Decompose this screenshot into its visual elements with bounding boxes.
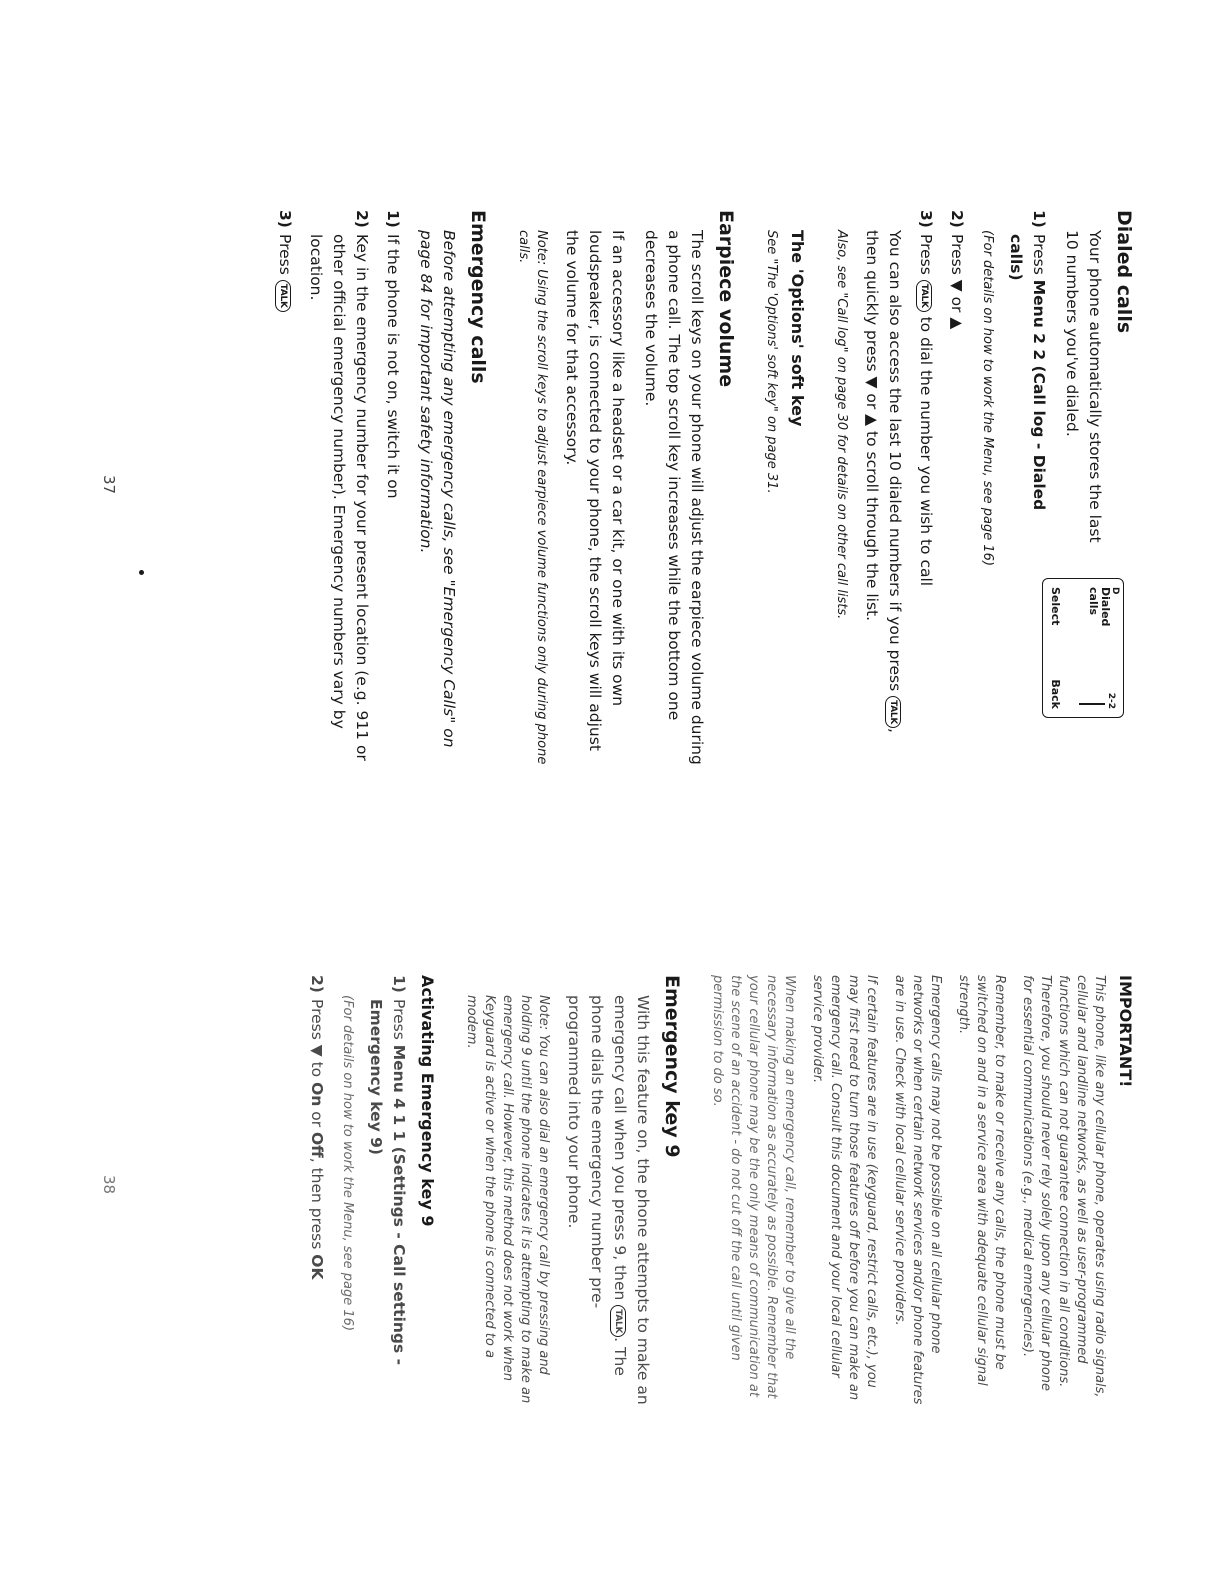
activating-menu-note: (For details on how to work the Menu, see page 16) <box>340 995 355 1332</box>
dialed-calls-icon: D <box>1110 587 1120 595</box>
dialed-intro: Your phone automatically stores the last 10 numbers you've dialed. <box>1063 230 1104 543</box>
activating-heading: Activating Emergency key 9 <box>418 975 437 1227</box>
page-37 <box>0 210 1224 770</box>
scrollbar-icon <box>1079 703 1105 705</box>
emergency-step-3: 3) Press TALK <box>273 210 296 770</box>
emergency-before: Before attempting any emergency calls, see "Emergency Calls" on page 84 for important safety information. <box>417 230 458 748</box>
screen-badge: 2-2 <box>1106 692 1116 709</box>
earpiece-heading: Earpiece volume <box>715 210 737 388</box>
important-p2: Remember, to make or receive any calls, the phone must be switched on and in a service area with adequate cellular signal strength. <box>956 975 1007 1386</box>
screen-right-softkey: Back <box>1049 679 1062 709</box>
options-text: See "The 'Options' soft key" on page 31. <box>764 230 779 494</box>
options-heading: The 'Options' soft key <box>788 230 807 427</box>
talk-key-icon: TALK <box>916 280 932 312</box>
earpiece-p1: The scroll keys on your phone will adjust the earpiece volume during a phone call. The top scroll key increases while the bottom one decreases the volume. <box>642 230 706 765</box>
screen-title: Dialed calls <box>1087 587 1112 627</box>
dialed-step-2: 2) Press ▼ or ▲ <box>948 210 966 330</box>
dialed-also-see: Also, see "Call log" on page 30 for details on other call lists. <box>834 230 849 620</box>
activating-step-1: 1) Press Menu 4 1 1 (Settings - Call settings - Emergency key 9) <box>367 975 408 1366</box>
important-p1: This phone, like any cellular phone, operates using radio signals, cellular and landline networks, as well as user-programmed functions which can not guarantee connection in all conditions. Therefore, you should never rely solely upon any cellular phone for essential communications (e.g., medical emergencies). <box>1020 975 1107 1398</box>
important-p4: If certain features are in use (keyguard, restrict calls, etc.), you may first need to turn those features off before you can make an emergency call. Consult this document and your local cellular service provider. <box>810 975 879 1401</box>
bullet-dot <box>139 570 144 575</box>
emergency-step-2: 2) Key in the emergency number for your present location (e.g. 911 or other official emergency number). Emergency numbers vary by location. <box>307 210 371 761</box>
dialed-step-1: 1) Press Menu 2 2 (Call log - Dialed calls) <box>1007 210 1048 511</box>
important-p3: Emergency calls may not be possible on all cellular phone networks or when certain network services and/or phone features are in use. Check with local cellular service providers. <box>892 975 943 1405</box>
activating-step-2: 2) Press ▼ to On or Off, then press OK <box>308 975 326 1280</box>
screen-left-softkey: Select <box>1049 587 1062 626</box>
dialed-menu-note: (For details on how to work the Menu, see page 16) <box>980 230 995 567</box>
important-p5: When making an emergency call, remember to give all the necessary information as accurately as possible. Remember that your cellular phone may be the only means of communication at the scene of an accident - do not cut off the call until given permission to do so. <box>710 975 797 1399</box>
talk-key-icon: TALK <box>610 1305 626 1337</box>
key9-note: Note: You can also dial an emergency call by pressing and holding 9 until the phone indicates it is attempting to make an emergency call. However, this method does not work when Keyguard is active or when the phone is connected to a modem. <box>464 995 551 1404</box>
page-number: 38 <box>100 1175 118 1195</box>
key9-p1: With this feature on, the phone attempts to make an emergency call when you press 9, then TALK. The phone dials the emergency number pre-programmed into your phone. <box>565 995 652 1405</box>
earpiece-note: Note: Using the scroll keys to adjust earpiece volume functions only during phone calls. <box>516 230 549 765</box>
phone-screen-illustration <box>1042 578 1124 718</box>
talk-key-icon: TALK <box>275 280 291 312</box>
page-number: 37 <box>100 475 118 495</box>
important-heading: IMPORTANT! <box>1116 975 1135 1088</box>
emergency-step-1: 1) If the phone is not on, switch it on <box>384 210 402 499</box>
talk-key-icon: TALK <box>885 696 901 728</box>
earpiece-p2: If an accessory like a headset or a car kit, or one with its own loudspeaker, is connected to your phone, the scroll keys will adjust the volume for that accessory. <box>563 230 627 751</box>
key9-heading: Emergency key 9 <box>661 975 683 1158</box>
page-38 <box>0 975 1224 1405</box>
dialed-also-access: You can also access the last 10 dialed numbers if you press TALK, then quickly press ▼ or ▲ to scroll through the list. <box>863 230 904 733</box>
emergency-heading: Emergency calls <box>467 210 489 384</box>
dialed-step-3: 3) Press TALK to dial the number you wish to call <box>917 210 935 587</box>
dialed-calls-heading: Dialed calls <box>1113 210 1135 334</box>
